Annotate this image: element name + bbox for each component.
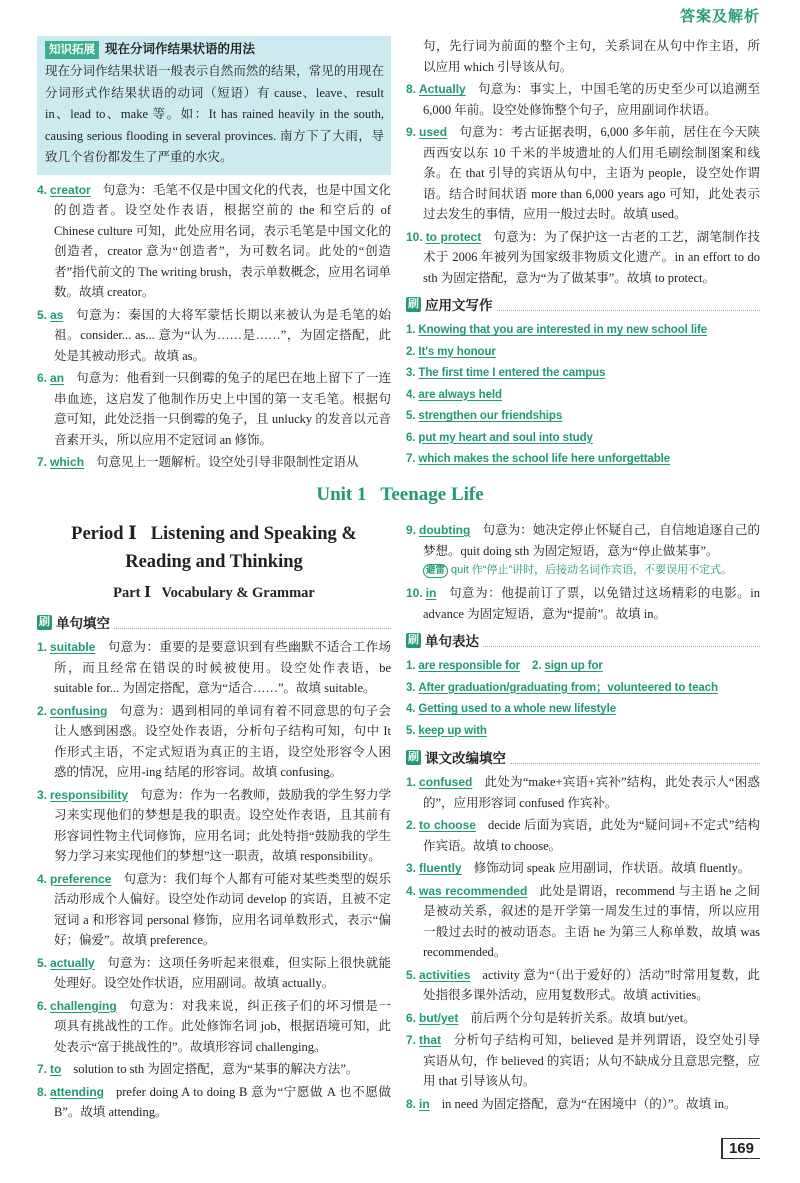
expression-row [406, 655, 760, 677]
knowledge-tag: 知识拓展 [45, 41, 99, 59]
item-number: 10. [406, 586, 423, 600]
warning-icon: 避雷 [423, 564, 448, 578]
item-explanation: 句意为：为了保护这一古老的工艺，湖笔制作技术于 2006 年被列为国家级非物质文化遗产。in an effort to do sth 为固定搭配，意为“为了做某事”。故填 to protect。 [423, 229, 760, 285]
item-answer: to protect [425, 229, 482, 244]
section-header-rewrite [406, 744, 760, 770]
item-answer: After graduation/graduating from；volunteered to teach [418, 681, 718, 694]
answer-item [37, 305, 391, 367]
item-number: 3. [406, 861, 417, 875]
item-number: 5. [37, 955, 48, 970]
item-explanation: 前后两个分句是转折关系。故填 but/yet。 [470, 1010, 696, 1025]
item-answer: activities [419, 967, 471, 982]
brush-icon: 刷 [408, 750, 419, 763]
section-divider [114, 628, 391, 629]
writing-item [406, 405, 760, 427]
item-answer: confusing [50, 703, 108, 718]
continued-explanation: 句，先行词为前面的整个主句，关系词在从句中作主语，所以应用 which 引导该从句。 [423, 39, 760, 74]
item-number: 2. [406, 818, 417, 832]
item-number: 5. [406, 410, 416, 422]
item-number: 8. [406, 82, 417, 96]
warning-note [406, 563, 760, 578]
item-answer: actually [50, 955, 95, 970]
section-header-expression [406, 627, 760, 653]
answer-item [406, 858, 760, 879]
answer-item [406, 1030, 760, 1092]
item-number: 2. [532, 660, 542, 672]
section-title: 单句表达 [425, 634, 479, 649]
item-number: 1. [406, 660, 416, 672]
item-answer: in [425, 586, 437, 600]
item-number: 3. [406, 681, 416, 694]
item-number: 7. [37, 455, 48, 469]
item-answer: responsibility [50, 787, 129, 802]
item-number: 6. [37, 371, 48, 385]
item-number: 4. [406, 703, 416, 715]
item-answer: that [419, 1033, 442, 1047]
item-explanation: prefer doing A to doing B 意为“宁愿做 A 也不愿做 B”。故填 attending。 [54, 1084, 391, 1119]
item-explanation: 句意为：秦国的大将军蒙恬长期以来被认为是毛笔的始祖。consider... as... 意为“认为……是……”，为固定搭配，此处是其被动形式。故填 as。 [54, 307, 391, 363]
section-divider [483, 646, 760, 647]
item-number: 1. [406, 775, 417, 789]
page-header-title: 答案及解析 [679, 8, 760, 25]
item-number: 2. [37, 703, 48, 718]
expression-row [406, 720, 760, 742]
item-explanation: 此处为“make+宾语+宾补”结构，此处表示人“困惑的”，应用形容词 confused 作宾补。 [423, 775, 760, 810]
answer-item [37, 1082, 391, 1123]
item-number: 1. [37, 640, 48, 654]
item-answer: was recommended [419, 883, 528, 898]
answer-item [37, 996, 391, 1058]
answer-item [406, 583, 760, 624]
item-answer: which [50, 455, 85, 469]
knowledge-box [37, 36, 391, 175]
item-number: 7. [37, 1062, 48, 1076]
item-number: 6. [406, 1010, 417, 1025]
item-answer: an [50, 371, 65, 385]
item-explanation: 句意为：事实上，中国毛笔的历史至少可以追溯至 6,000 年前。设空处修饰整个句子，应用副词作状语。 [423, 82, 760, 117]
answer-item [406, 79, 760, 120]
item-number: 3. [406, 367, 416, 379]
item-answer: It's my honour [418, 345, 496, 358]
period-title-line2: Reading and Thinking [125, 552, 303, 572]
item-answer: in [419, 1096, 430, 1111]
item-answer: used [419, 125, 448, 139]
brush-icon: 刷 [408, 297, 419, 310]
item-explanation: 此处是谓语，recommend 与主语 he 之间是被动关系，叙述的是开学第一周发生过的事情，所以应用一般过去时的被动语态。主语 he 为第三人称单数，故填 was recommended。 [423, 883, 760, 959]
answer-item [37, 869, 391, 951]
item-number: 4. [37, 871, 48, 886]
answer-item [37, 953, 391, 994]
item-number: 8. [37, 1084, 48, 1099]
right-top-column [406, 36, 760, 470]
item-explanation: 修饰动词 speak 应用副词，作状语。故填 fluently。 [473, 861, 751, 875]
item-explanation: 句意为：遇到相同的单词有着不同意思的句子会让人感到困惑。设空处作表语，分析句子结构可知，句中 It 作形式主语，不定式短语为真正的主语，设空处形容令人困惑的情况，应用-ing 结尾的形容词。故填 confusing。 [54, 703, 391, 779]
item-number: 6. [37, 998, 48, 1013]
expression-row [406, 698, 760, 720]
item-answer: suitable [50, 640, 96, 654]
item-number: 7. [406, 1033, 417, 1047]
item-answer: preference [50, 871, 112, 886]
section-divider [497, 310, 761, 311]
item-answer: strengthen our friendships [418, 410, 563, 422]
answer-item [37, 701, 391, 783]
item-explanation: 句意为：毛笔不仅是中国文化的代表，也是中国文化的创造者。设空处作表语，根据空前的 the 和空后的 of Chinese culture 可知，此处应用名词，表示毛笔是中国文化的创造者，creator 意为“创造者”，为可数名词。此处的“创造者”指代前文的 The writing brush，表示单数概念，应用名词单数。故填 creator。 [54, 182, 391, 299]
answer-item [406, 520, 760, 561]
section-title: 课文改编填空 [425, 751, 506, 766]
answer-item [406, 122, 760, 225]
item-number: 3. [37, 787, 48, 802]
item-number: 7. [406, 453, 416, 465]
answer-item [406, 227, 760, 289]
writing-item [406, 384, 760, 406]
item-answer: sign up for [544, 660, 603, 672]
item-explanation: 句意见上一题解析。设空处引导非限制性定语从 [96, 455, 359, 469]
item-answer: to choose [419, 818, 476, 832]
item-answer: attending [50, 1084, 105, 1099]
item-answer: put my heart and soul into study [418, 431, 593, 444]
left-bottom-column [37, 520, 391, 1125]
writing-item [406, 448, 760, 470]
answer-item [406, 1008, 760, 1029]
item-answer: confused [419, 775, 473, 789]
answer-item [37, 1059, 391, 1080]
item-number: 8. [406, 1096, 417, 1111]
item-number: 6. [406, 431, 416, 444]
item-answer: challenging [50, 998, 117, 1013]
period-title-line1: Period Ⅰ Listening and Speaking & [71, 524, 357, 544]
item-number: 5. [406, 724, 416, 737]
knowledge-body: 现在分词作结果状语一般表示自然而然的结果，常见的用现在分词形式作结果状语的动词（短语）有 cause、leave、result in、lead to、make 等。如：It has rained heavily in the south, causing serious flooding in several provinces. 南方下了大雨，导致几个省份都发生了严重的水灾。 [45, 64, 384, 164]
left-top-column [37, 36, 391, 475]
item-number: 4. [406, 388, 416, 401]
item-answer: which makes the school life here unforgettable [418, 453, 671, 465]
answer-item [37, 785, 391, 867]
item-number: 9. [406, 523, 417, 537]
answer-item [37, 180, 391, 303]
item-answer: are responsible for [418, 660, 521, 672]
item-number: 4. [37, 182, 48, 197]
item-number: 5. [406, 967, 417, 982]
item-explanation: in need 为固定搭配，意为“在困境中（的）”。故填 in。 [441, 1096, 737, 1111]
section-header-fill-blank [37, 609, 391, 635]
item-explanation: solution to sth 为固定搭配，意为“某事的解决方法”。 [73, 1062, 359, 1076]
item-answer: creator [50, 182, 91, 197]
answer-item [406, 1094, 760, 1115]
answer-item [406, 772, 760, 813]
writing-item [406, 341, 760, 363]
writing-item [406, 319, 760, 341]
item-answer: Actually [419, 82, 466, 96]
answer-item [37, 452, 391, 473]
item-answer: fluently [419, 861, 462, 875]
item-explanation: 句意为：他提前订了票，以免错过这场精彩的电影。in advance 为固定短语，意为“提前”。故填 in。 [423, 586, 760, 621]
item-explanation: 句意为：作为一名教师，鼓励我的学生努力学习来实现他们的梦想是我的职责。设空处作表语，且其前有形容词性物主代词修饰，应用名词；此处特指“鼓励我的学生努力学习来实现他们的梦想”这一职责，故填 responsibility。 [54, 787, 391, 863]
section-title: 单句填空 [56, 616, 110, 631]
item-explanation: 句意为：他看到一只倒霉的兔子的尾巴在地上留下了一连串血迹，这启发了他制作历史上中国的第一支毛笔。根据句意可知，此处泛指一只倒霉的兔子，且 unlucky 的发音以元音音素开头，所以应用不定冠词 an 修饰。 [54, 371, 391, 447]
writing-item [406, 362, 760, 384]
item-answer: Knowing that you are interested in my new school life [418, 324, 708, 336]
brush-icon: 刷 [39, 615, 50, 628]
part-title: Part Ⅰ Vocabulary & Grammar [113, 585, 315, 601]
item-answer: doubting [419, 523, 471, 537]
item-explanation: 句意为：我们每个人都有可能对某些类型的娱乐活动形成个人偏好。设空处作动词 develop 的宾语，且被不定冠词 a 和形容词 personal 修饰，应用名词单数形式，表示“偏好；偏爱”。故填 preference。 [54, 871, 391, 947]
item-explanation: decide 后面为宾语，此处为“疑问词+不定式”结构作宾语。故填 to choose。 [423, 818, 761, 853]
item-explanation: 句意为：这项任务听起来很难，但实际上很快就能处理好。设空处作状语，应用副词。故填 actually。 [54, 955, 391, 990]
knowledge-title: 现在分词作结果状语的用法 [105, 42, 256, 56]
item-explanation: 句意为：考古证据表明，6,000 多年前，居住在今天陕西西安以东 10 千米的半坡遗址的人们用毛刷绘制图案和线条。在 that 引导的宾语从句中，主语为 people，设空处作谓语。结合时间状语 more than 6,000 years ago 可知，此处表示过去发生的事情，应用一般过去时。故填 used。 [423, 125, 760, 221]
answer-item [406, 965, 760, 1006]
item-explanation: 句意为：对我来说，纠正孩子们的坏习惯是一项具有挑战性的工作。此处修饰名词 job，根据语境可知，此处表示“富于挑战性的”。故填形容词 challenging。 [54, 998, 391, 1054]
unit-title: Unit 1 Teenage Life [316, 484, 484, 505]
answer-item [406, 881, 760, 963]
section-divider [510, 763, 760, 764]
expression-row [406, 677, 760, 699]
answer-item [37, 368, 391, 450]
right-bottom-column [406, 520, 760, 1116]
item-number: 2. [406, 345, 416, 358]
item-explanation: 句意为：她决定停止怀疑自己，自信地追逐自己的梦想。quit doing sth 为固定短语，意为“停止做某事”。 [423, 523, 760, 558]
item-number: 10. [406, 229, 423, 244]
item-answer: but/yet [419, 1010, 459, 1025]
item-answer: are always held [418, 388, 502, 401]
brush-icon: 刷 [408, 633, 419, 646]
writing-item [406, 427, 760, 449]
item-number: 5. [37, 307, 48, 322]
item-number: 9. [406, 125, 417, 139]
answer-item [406, 815, 760, 856]
item-answer: The first time I entered the campus [418, 367, 606, 379]
item-explanation: 句意为：重要的是要意识到有些幽默不适合工作场所，而且经常在错误的时候被使用。设空处作表语，be suitable for... 为固定搭配，意为“适合……”。故填 suitable。 [54, 640, 391, 695]
item-answer: keep up with [418, 724, 487, 737]
section-header-writing [406, 291, 760, 317]
answer-item [37, 637, 391, 699]
item-number: 1. [406, 324, 416, 336]
item-answer: as [50, 307, 64, 322]
warning-text: quit 作“停止”讲时，后接动名词作宾语，不要误用不定式。 [451, 564, 733, 576]
page-number: 169 [721, 1138, 760, 1159]
item-answer: Getting used to a whole new lifestyle [418, 703, 616, 715]
item-number: 4. [406, 883, 417, 898]
item-explanation: activity 意为“（出于爱好的）活动”时常用复数，此处指很多课外活动，应用复数形式。故填 activities。 [423, 967, 760, 1002]
section-title: 应用文写作 [425, 298, 493, 313]
item-explanation: 分析句子结构可知，believed 是并列谓语，设空处引导宾语从句，作 believed 的宾语；从句不缺成分且意思完整，应用 that 引导该从句。 [423, 1033, 760, 1088]
item-answer: to [50, 1062, 62, 1076]
